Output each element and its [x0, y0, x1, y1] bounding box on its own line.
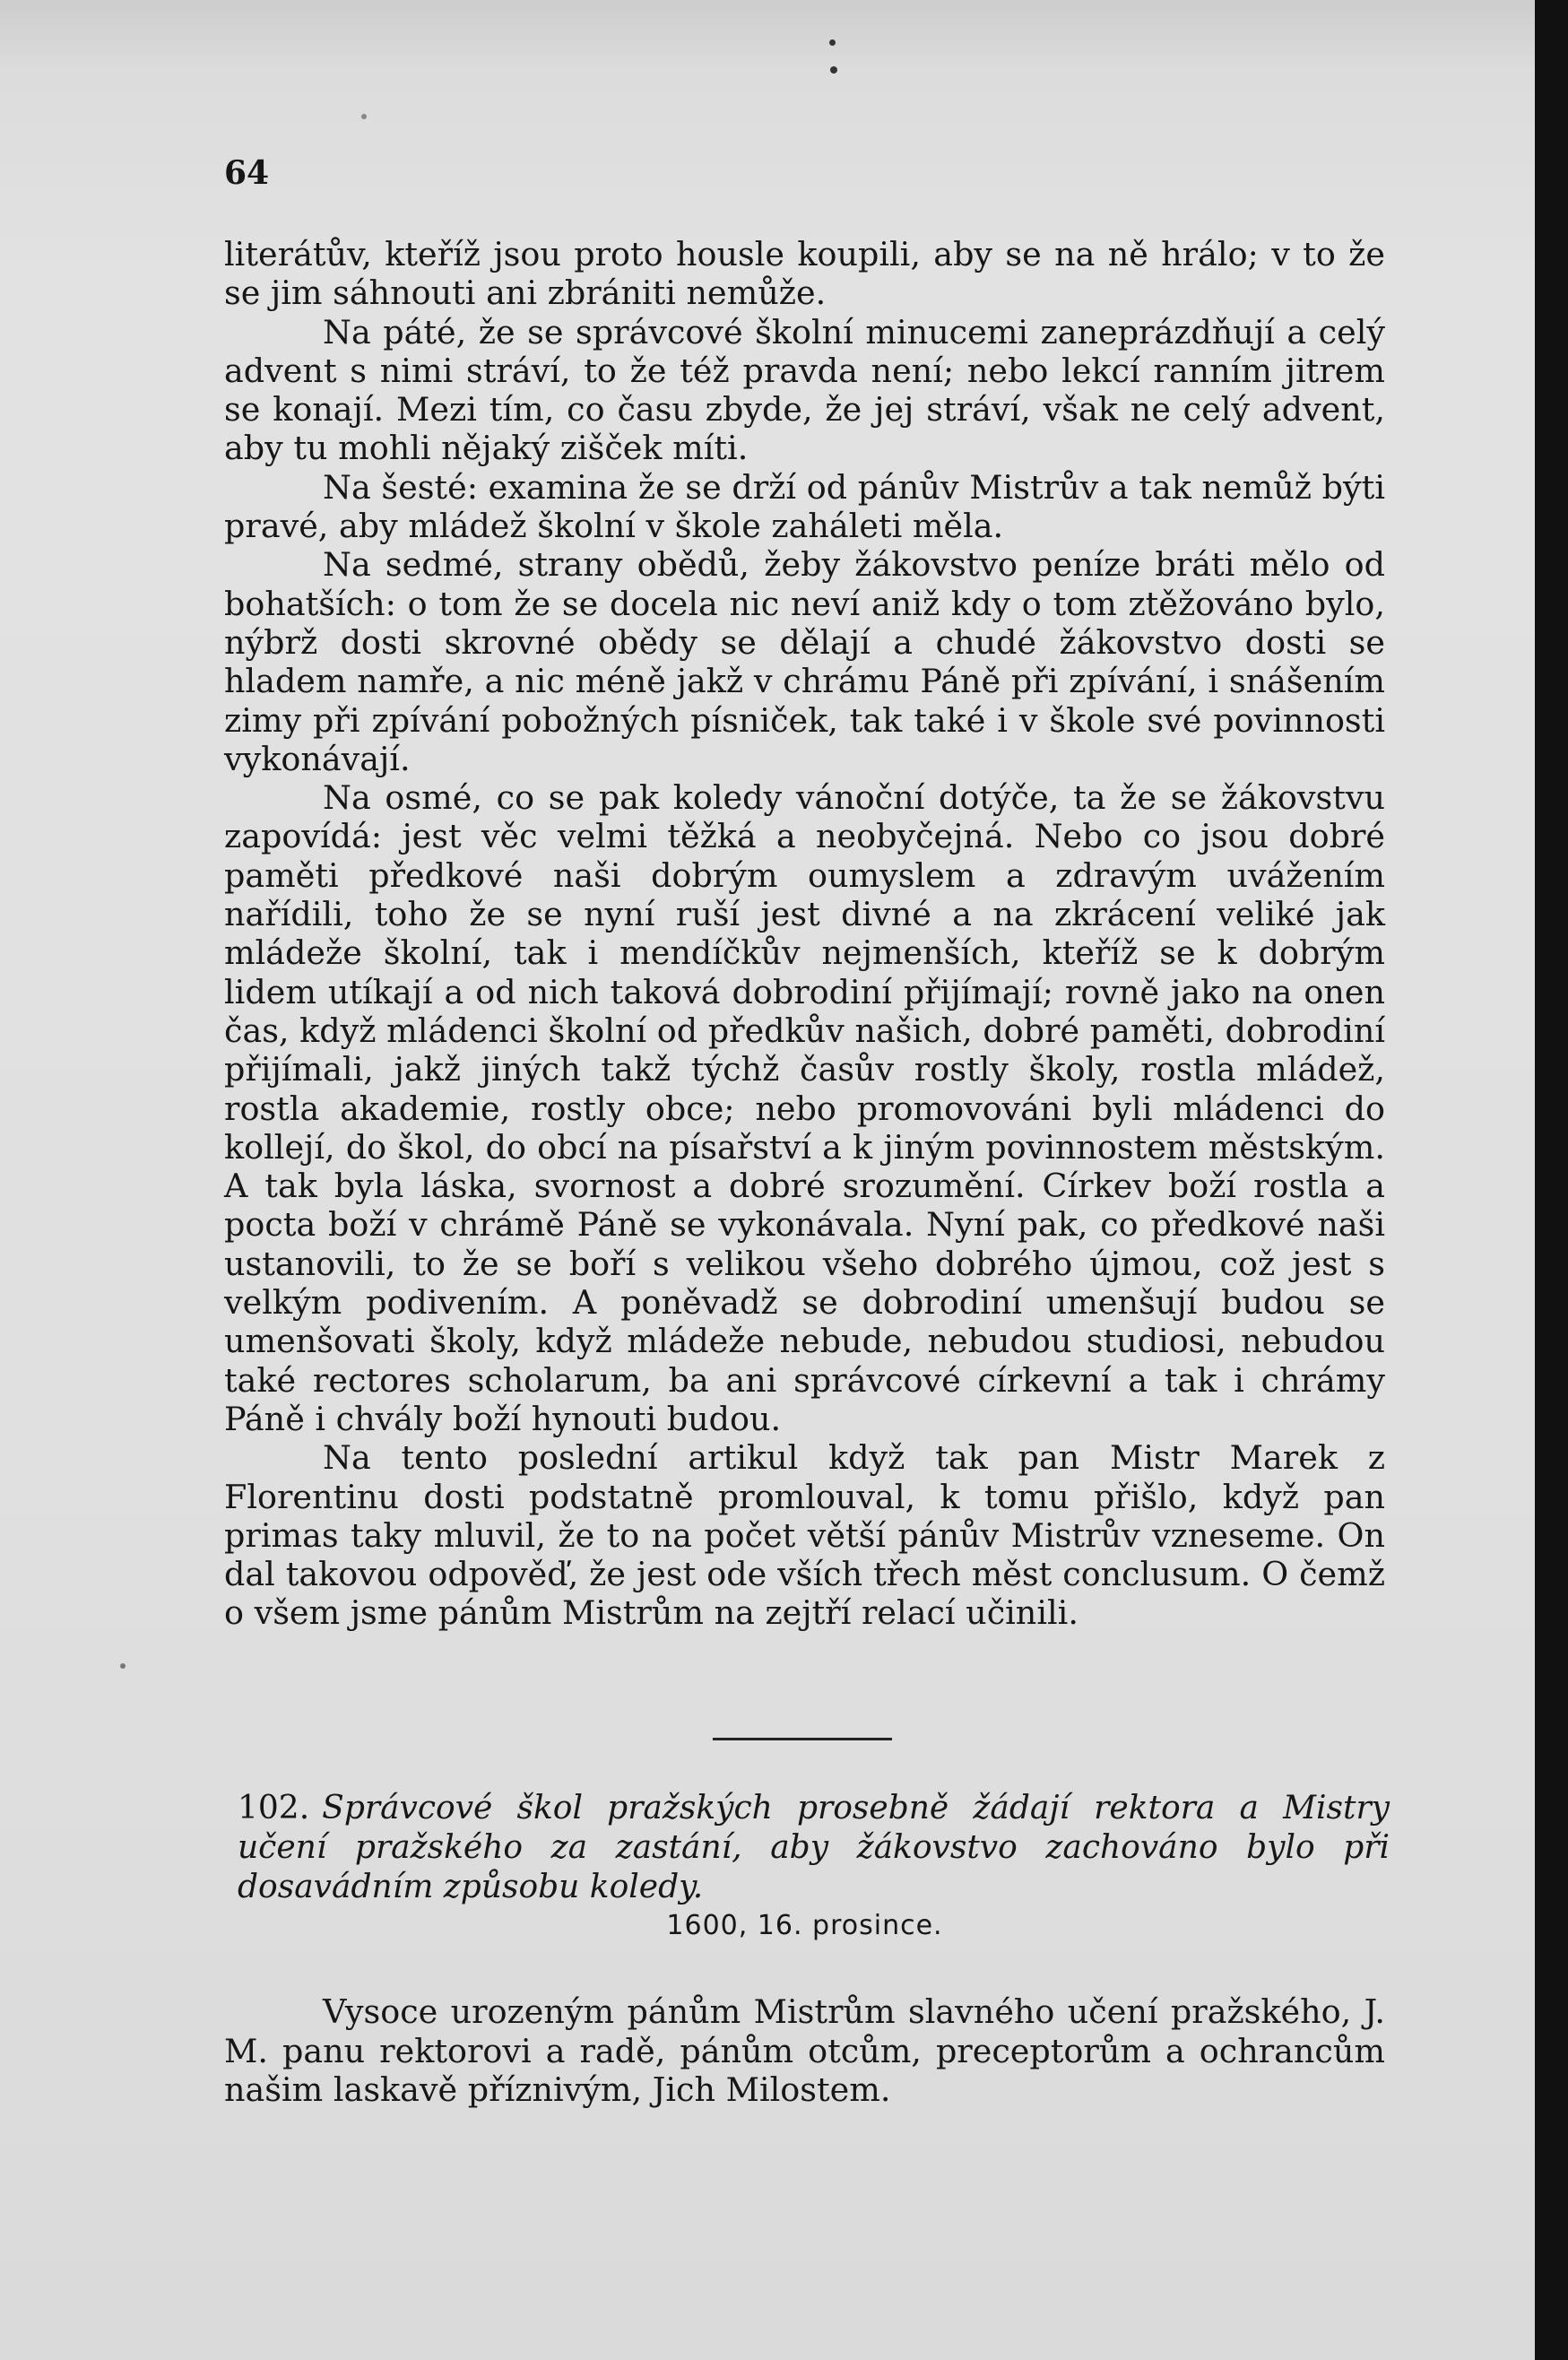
document-heading: [238, 1789, 1390, 1907]
body-text: [224, 235, 1385, 1633]
scan-edge: [1535, 0, 1568, 2360]
section-divider: [713, 1738, 892, 1740]
document-address: Vysoce urozeným pánům Mistrům slavného učení pražského, J. M. panu rektorovi a radě, pánům otcům, preceptorům a ochrancům našim laskavě příznivým, Jich Milostem.: [224, 1992, 1385, 2109]
paragraph: Na páté, že se správcové školní minucemi zaneprázdňují a celý advent s nimi stráví, to že též pravda není; nebo lekcí ranním jitrem se konají. Mezi tím, co času zbyde, že jej stráví, však ne celý advent, aby tu mohli nějaký zišček míti.: [224, 312, 1385, 468]
paragraph: Na šesté: examina že se drží od pánův Mistrův a tak nemůž býti pravé, aby mládež školní v škole zaháleti měla.: [224, 467, 1385, 546]
paragraph: Na tento poslední artikul když tak pan Mistr Marek z Florentinu dosti podstatně promlouval, k tomu přišlo, když pan primas taky mluvil, že to na počet větší pánův Mistrův vzneseme. On dal takovou odpověď, že jest ode vších třech měst conclusum. O čemž o všem jsme pánům Mistrům na zejtří relací učinili.: [224, 1438, 1385, 1633]
ink-speck: [830, 66, 837, 74]
page-number: 64: [224, 154, 270, 192]
ink-speck: [829, 39, 836, 46]
document-date: 1600, 16. prosince.: [666, 1910, 943, 1941]
document-title: Správcové škol pražských prosebně žádají rektora a Mistry učení pražského za zastání, aby žákovstvo zachováno bylo při dosavádním způsobu koledy.: [238, 1790, 1390, 1905]
ink-speck: [120, 1663, 126, 1669]
ink-speck: [361, 114, 367, 119]
paragraph: literátův, kteříž jsou proto housle koupili, aby se na ně hrálo; v to že se jim sáhnouti ani zbrániti nemůže.: [224, 235, 1385, 313]
paragraph: Na sedmé, strany obědů, žeby žákovstvo peníze bráti mělo od bohatších: o tom že se docela nic neví aniž kdy o tom ztěžováno bylo, nýbrž dosti skrovné obědy se dělají a chudé žákovstvo dosti se hladem namře, a nic méně jakž v chrámu Páně při zpívání, i snášením zimy při zpívání pobožných písniček, tak také i v škole své povinnosti vykonávají.: [224, 545, 1385, 778]
paragraph: Na osmé, co se pak koledy vánoční dotýče, ta že se žákovstvu zapovídá: jest věc velmi těžká a neobyčejná. Nebo co jsou dobré paměti předkové naši dobrým oumyslem a zdravým uvážením nařídili, toho že se nyní ruší jest divné a na zkrácení veliké jak mládeže školní, tak i mendíčkův nejmenších, kteříž se k dobrým lidem utíkají a od nich taková dobrodiní přijímají; rovně jako na onen čas, když mládenci školní od předkův našich, dobré paměti, dobrodiní přijímali, jakž jiných takž týchž časův rostly školy, rostla mládež, rostla akademie, rostly obce; nebo promovováni byli mládenci do kollejí, do škol, do obcí na písařství a k jiným povinnostem městským. A tak byla láska, svornost a dobré srozumění. Církev boží rostla a pocta boží v chrámě Páně se vykonávala. Nyní pak, co předkové naši ustanovili, to že se boří s velikou všeho dobrého újmou, což jest s velkým podivením. A poněvadž se dobrodiní umenšují budou se umenšovati školy, když mládeže nebude, nebudou studiosi, nebudou také rectores scholarum, ba ani správcové církevní a tak i chrámy Páně i chvály boží hynouti budou.: [224, 778, 1385, 1438]
document-number: 102.: [238, 1790, 310, 1826]
